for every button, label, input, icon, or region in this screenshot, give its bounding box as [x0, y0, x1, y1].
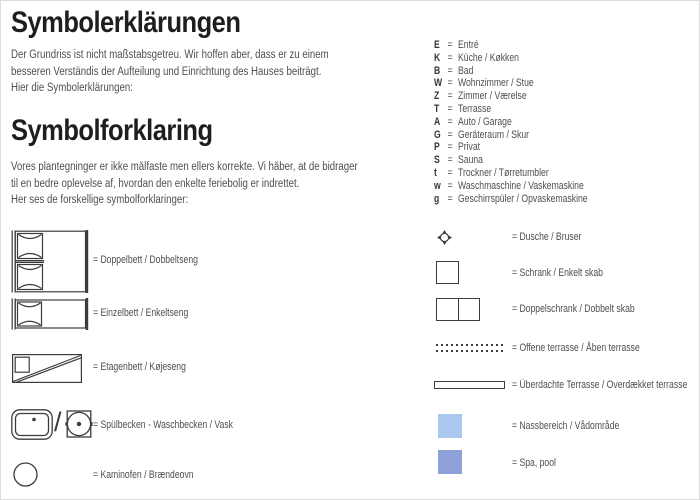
equals-sign: =	[447, 115, 453, 128]
german-intro-paragraph	[11, 47, 329, 97]
abbreviation-letter: K	[434, 51, 441, 64]
abbreviation-row	[434, 154, 588, 167]
single-bed-icon	[11, 298, 89, 330]
bunk-bed-icon	[12, 354, 82, 383]
danish-intro-line: Vores plantegninger er ikke målfaste men ellers korrekte. Vi håber, at de bidrager	[11, 161, 358, 173]
wood-stove-label: = Kaminofen / Brændeovn	[93, 469, 194, 481]
equals-sign: =	[447, 192, 453, 205]
german-intro-line: Hier die Symbolerklärungen:	[11, 82, 133, 94]
double-cabinet-icon	[436, 298, 480, 321]
abbreviation-meaning: Trockner / Tørretumbler	[458, 166, 549, 179]
double-cabinet-label: = Doppelschrank / Dobbelt skab	[512, 303, 635, 315]
wood-stove-icon	[13, 462, 38, 487]
kitchen-sink-icon	[11, 409, 53, 440]
abbreviation-letter: T	[434, 102, 440, 115]
abbreviation-row	[434, 65, 588, 78]
danish-intro-line: til en bedre oplevelse af, hvordan den enkelte feriebolig er indrettet.	[11, 177, 300, 190]
cabinet-divider-line	[458, 299, 459, 320]
abbreviation-meaning: Bad	[458, 64, 474, 77]
abbreviation-row	[434, 39, 588, 52]
open-terrace-label: = Offene terrasse / Åben terrasse	[512, 342, 640, 354]
abbreviation-letter: S	[434, 154, 440, 167]
abbreviation-list	[434, 39, 588, 205]
abbreviation-letter: G	[434, 128, 441, 141]
wet-area-label: = Nassbereich / Vådområde	[512, 420, 620, 432]
abbreviation-meaning: Geräteraum / Skur	[458, 128, 530, 141]
abbreviation-meaning: Küche / Køkken	[458, 51, 519, 64]
bunk-bed-label: = Etagenbett / Køjeseng	[93, 361, 186, 373]
abbreviation-letter: P	[434, 141, 440, 154]
abbreviation-letter: B	[434, 64, 441, 77]
abbreviation-letter: g	[434, 192, 440, 205]
double-bed-label: = Doppelbett / Dobbeltseng	[93, 254, 198, 266]
abbreviation-meaning: Zimmer / Værelse	[458, 90, 527, 103]
shower-label: = Dusche / Bruser	[512, 231, 582, 243]
danish-intro-paragraph	[11, 159, 358, 209]
abbreviation-row	[434, 77, 588, 90]
single-cabinet-icon	[436, 261, 459, 284]
abbreviation-letter: w	[434, 179, 441, 192]
equals-sign: =	[447, 141, 453, 154]
abbreviation-letter: W	[434, 77, 443, 90]
abbreviation-letter: E	[434, 39, 440, 51]
double-bed-icon	[11, 230, 89, 293]
abbreviation-row	[434, 141, 588, 154]
abbreviation-meaning: Terrasse	[458, 102, 492, 115]
sink-label: = Spülbecken - Waschbecken / Vask	[93, 419, 233, 431]
abbreviation-row	[434, 180, 588, 193]
spa-pool-label: = Spa, pool	[512, 457, 556, 469]
abbreviation-row	[434, 90, 588, 103]
abbreviation-meaning: Auto / Garage	[458, 115, 512, 128]
equals-sign: =	[447, 154, 453, 167]
covered-terrace-icon	[434, 381, 505, 389]
dotted-line	[436, 350, 503, 352]
equals-sign: =	[447, 128, 453, 141]
abbreviation-row	[434, 129, 588, 142]
covered-terrace-label: = Überdachte Terrasse / Overdækket terrasse	[512, 379, 688, 391]
shower-icon	[437, 230, 452, 245]
abbreviation-letter: A	[434, 115, 441, 128]
abbreviation-meaning: Waschmaschine / Vaskemaskine	[458, 179, 584, 192]
abbreviation-meaning: Privat	[458, 141, 481, 154]
equals-sign: =	[447, 102, 453, 115]
danish-title: Symbolforklaring	[11, 114, 213, 147]
german-intro-line: besseren Verständis der Aufteilung und Einrichtung des Hauses beiträgt.	[11, 65, 322, 78]
abbreviation-meaning: Geschirrspüler / Opvaskemaskine	[458, 192, 588, 205]
equals-sign: =	[447, 77, 453, 90]
abbreviation-letter: Z	[434, 90, 440, 103]
spa-pool-swatch	[438, 450, 462, 474]
equals-sign: =	[447, 39, 453, 51]
abbreviation-meaning: Sauna	[458, 154, 483, 167]
round-basin-icon	[66, 409, 92, 439]
abbreviation-row	[434, 52, 588, 65]
abbreviation-meaning: Wohnzimmer / Stue	[458, 77, 534, 90]
slash-separator: /	[54, 407, 62, 437]
abbreviation-meaning: Entré	[458, 39, 479, 51]
abbreviation-row	[434, 167, 588, 180]
equals-sign: =	[447, 51, 453, 64]
equals-sign: =	[447, 90, 453, 103]
dotted-line	[436, 344, 503, 346]
abbreviation-row	[434, 193, 588, 206]
open-terrace-icon	[436, 344, 503, 352]
abbreviation-row	[434, 116, 588, 129]
single-bed-label: = Einzelbett / Enkeltseng	[93, 307, 189, 319]
german-title: Symbolerklärungen	[11, 6, 241, 39]
equals-sign: =	[447, 166, 453, 179]
danish-intro-line: Her ses de forskellige symbolforklaringer:	[11, 194, 189, 206]
abbreviation-row	[434, 103, 588, 116]
equals-sign: =	[447, 64, 453, 77]
wet-area-swatch	[438, 414, 462, 438]
german-intro-line: Der Grundriss ist nicht maßstabsgetreu. Wir hoffen aber, dass er zu einem	[11, 49, 329, 61]
single-cabinet-label: = Schrank / Enkelt skab	[512, 267, 603, 279]
equals-sign: =	[447, 179, 453, 192]
abbreviation-letter: t	[434, 166, 437, 179]
